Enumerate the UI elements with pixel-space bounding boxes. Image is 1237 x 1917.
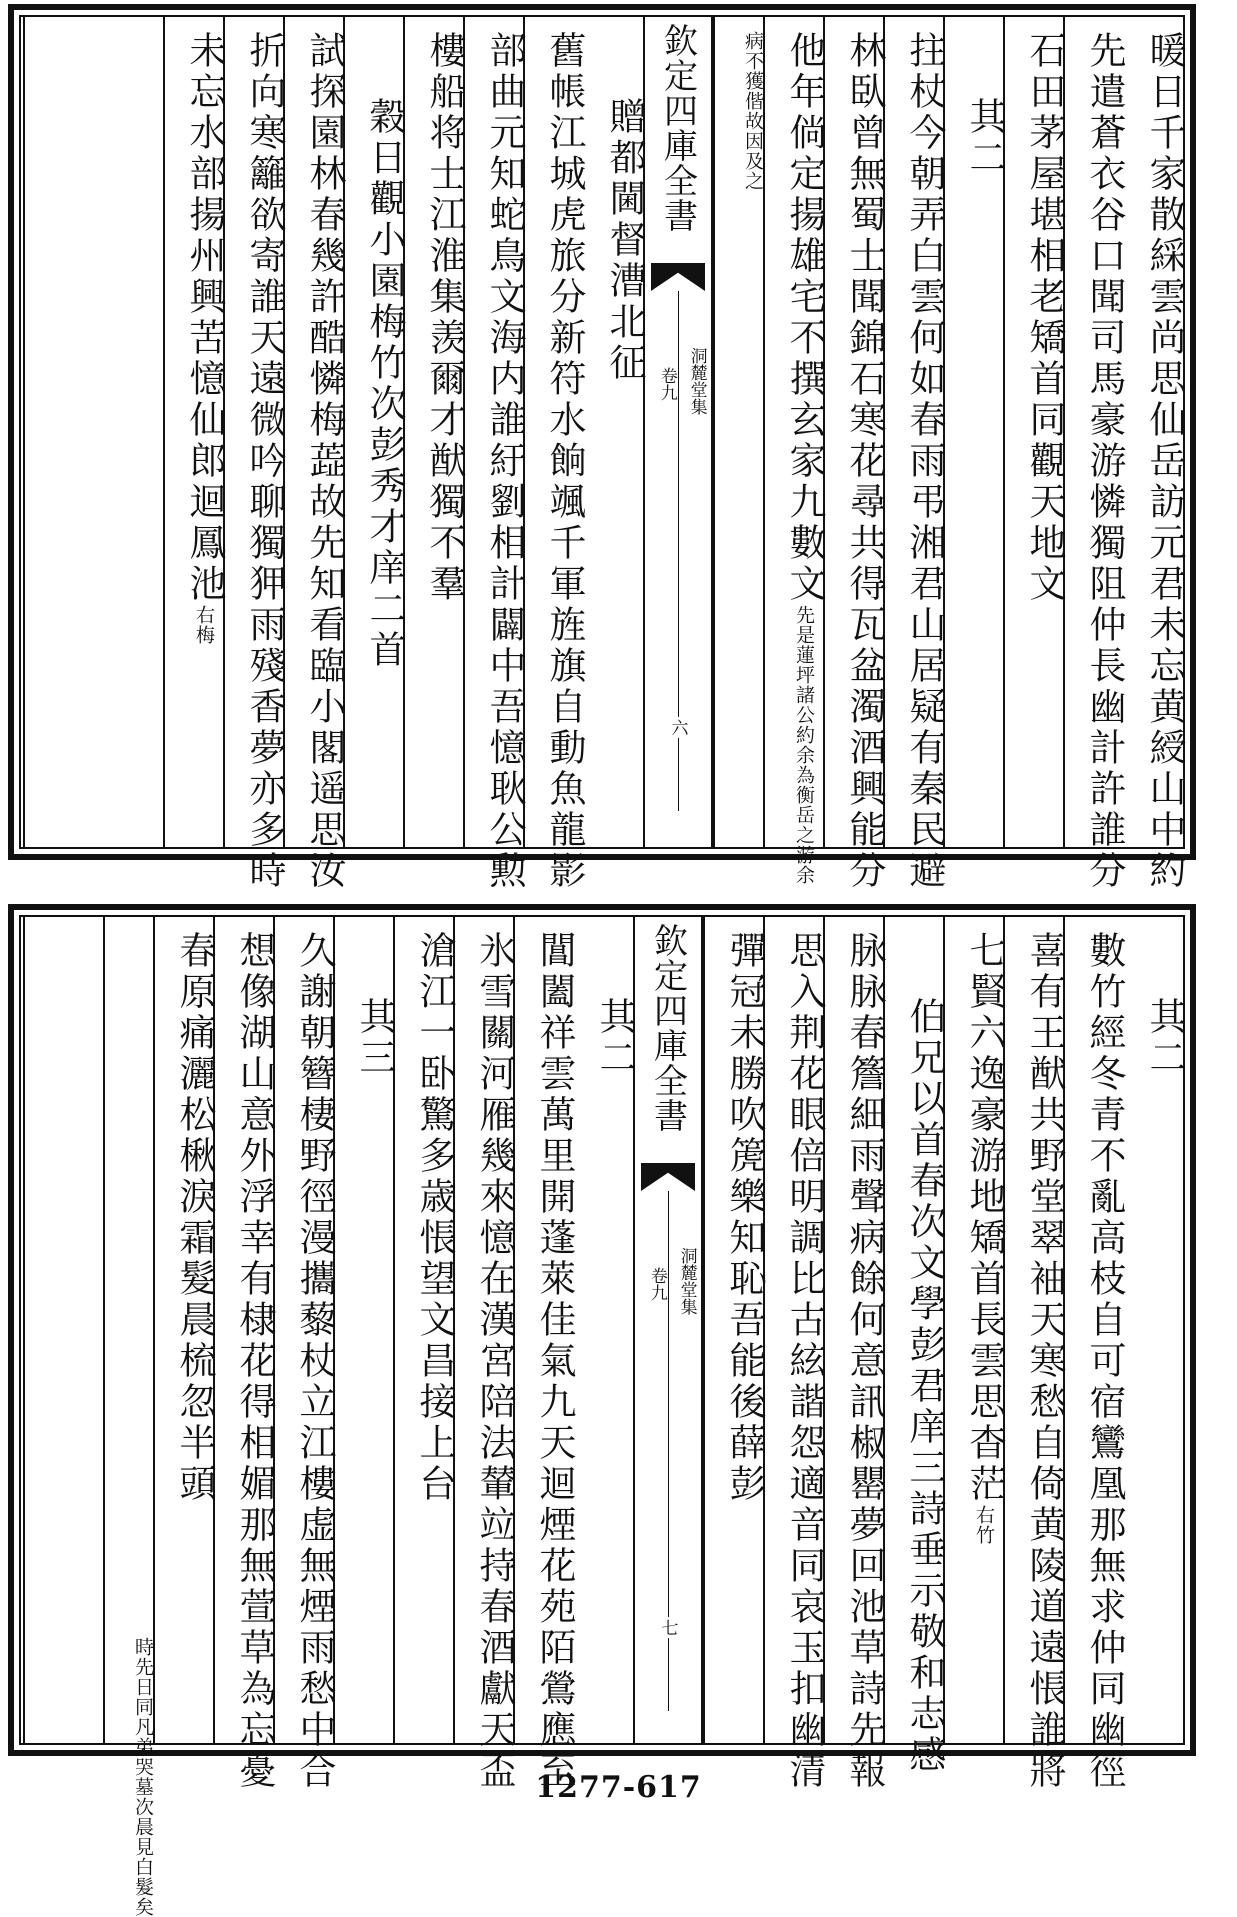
note-column: 時先日同凡弟哭墓次晨見白髮矣 — [103, 917, 153, 1743]
inline-note: 右竹 — [973, 1505, 995, 1545]
section-heading: 其二 — [1143, 997, 1186, 1079]
text-column: 部曲元知蛇鳥文海内誰紆劉相計闢中吾憶耿公勲 — [463, 17, 523, 847]
text-column-with-note — [153, 917, 216, 1743]
page-number: 六 — [666, 717, 691, 738]
text-column: 想像湖山意外浮幸有棣花得相媚那無萱草為忘憂 — [213, 917, 273, 1743]
text-column: 閶闔祥雲萬里開蓬萊佳氣九天迴煙花苑陌鶯應至 — [513, 917, 573, 1743]
poem-title: 伯兄以首春次文學彭君庠三詩垂示敬和志感 — [883, 917, 943, 1743]
text-column: 折向寒籬欲寄誰天遠微吟聊獨狎雨殘香夢亦多時 — [223, 17, 283, 847]
book-title: 洞麓堂集 — [676, 1247, 697, 1315]
blank-column — [23, 917, 103, 1743]
fish-tail-mark — [641, 1163, 695, 1191]
page-footer-code: 1277-617 — [535, 1770, 702, 1805]
text-column: 滄江一卧驚多歳悵望文昌接上台 — [393, 917, 453, 1743]
section-heading: 其二 — [943, 17, 1003, 847]
blank-column — [23, 17, 163, 847]
fish-tail-mark — [651, 263, 705, 291]
text-column-with-note — [943, 917, 1006, 1743]
top-page — [8, 4, 1196, 892]
text-column: 試探園林春幾許酷憐梅蕋故先知看臨小閣遥思汝 — [283, 17, 343, 847]
section-heading: 其二 — [593, 997, 636, 1079]
collection-title: 欽定四庫全書 — [657, 23, 698, 233]
text-run: 七賢六逸豪游地矯首長雲思杳茫 — [963, 931, 1006, 1505]
section-heading: 其三 — [333, 917, 393, 1743]
text-run: 春原痛灑松楸淚霜髮晨梳忽半頭 — [173, 931, 216, 1505]
text-column-with-note — [163, 17, 226, 847]
text-column: 先遣蒼衣谷口聞司馬豪游憐獨阻仲長幽計許誰分 — [1063, 17, 1123, 847]
text-column: 暖日千家散綵雲尚思仙岳訪元君未忘黄綬山中約 — [1143, 31, 1186, 892]
text-column: 彈冠未勝吹箎樂知恥吾能後薛彭 — [703, 917, 763, 1743]
note-column: 病不獲偕故因及之 — [713, 17, 763, 847]
collection-title: 欽定四庫全書 — [647, 923, 688, 1133]
poem-title: 贈都閫督漕北征 — [603, 97, 646, 384]
text-column: 拄杖今朝弄白雲何如春雨弔湘君山居疑有秦民避 — [883, 17, 943, 847]
center-gutter — [633, 917, 703, 1743]
text-column: 久謝朝簪棲野徑漫攜藜杖立江樓虚無煙雨愁中合 — [273, 917, 333, 1743]
center-gutter — [643, 17, 713, 847]
book-title: 洞麓堂集 — [686, 347, 707, 415]
text-column: 林臥曾無蜀士聞錦石寒花尋共得瓦盆濁酒興能分 — [823, 17, 883, 847]
text-column: 石田茅屋堪相老矯首同觀天地文 — [1003, 17, 1063, 847]
page-number: 七 — [656, 1617, 681, 1638]
poem-title: 穀日觀小園梅竹次彭秀才庠二首 — [343, 17, 403, 847]
text-column-with-note — [763, 17, 826, 885]
inline-note: 先是蓮坪諸公約余為衡岳之游余 — [793, 605, 815, 885]
text-column: 樓船将士江淮集羡爾才猷獨不羣 — [403, 17, 463, 847]
text-column: 舊帳江城虎旅分新符水餉颯千軍旌旗自動魚龍影 — [523, 17, 583, 847]
text-column: 脉脉春簷細雨聲病餘何意訊椒罌夢回池草詩先報 — [823, 917, 883, 1743]
volume-label: 卷九 — [656, 367, 677, 401]
text-run: 他年倘定揚雄宅不撰玄家九數文 — [783, 31, 826, 605]
text-column: 數竹經冬青不亂高枝自可宿鸞凰那無求仲同幽徑 — [1063, 917, 1123, 1743]
text-run: 未忘水部揚州興苦憶仙郎迴鳳池 — [183, 31, 226, 605]
inline-note: 右梅 — [193, 605, 215, 645]
text-column: 氷雪關河雁幾來憶在漢宮陪法輦竝持春酒獻天盃 — [453, 917, 513, 1743]
text-column: 思入荆花眼倍明調比古絃諧怨適音同哀玉扣幽清 — [763, 917, 823, 1743]
volume-label: 卷九 — [646, 1267, 667, 1301]
top-page-frame — [19, 15, 1186, 892]
text-column: 喜有王猷共野堂翠袖天寒愁自倚黄陵道遠悵誰將 — [1003, 917, 1063, 1743]
